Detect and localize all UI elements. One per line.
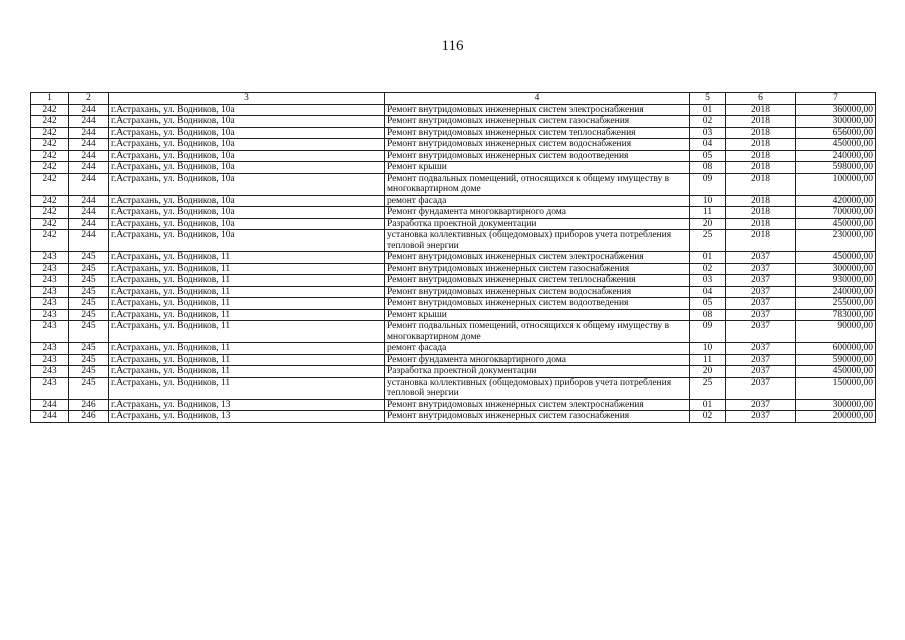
table-row	[31, 321, 876, 343]
work-code-cell: 09	[690, 321, 726, 343]
address-cell: г.Астрахань, ул. Водников, 10а	[109, 116, 385, 128]
house-number-cell: 244	[69, 139, 109, 151]
work-code-cell: 25	[690, 377, 726, 399]
house-number-cell: 244	[69, 173, 109, 195]
column-header: 2	[69, 93, 109, 105]
work-type-cell: Ремонт крыши	[385, 309, 690, 321]
house-number-cell: 244	[69, 162, 109, 174]
table-row	[31, 354, 876, 366]
year-cell: 2018	[726, 104, 796, 116]
year-cell: 2037	[726, 354, 796, 366]
work-type-cell: Ремонт внутридомовых инженерных систем теплоснабжения	[385, 275, 690, 287]
work-type-cell: Ремонт крыши	[385, 162, 690, 174]
row-number-cell: 244	[31, 399, 69, 411]
work-type-cell: Разработка проектной документации	[385, 366, 690, 378]
work-code-cell: 01	[690, 104, 726, 116]
year-cell: 2018	[726, 218, 796, 230]
column-header: 6	[726, 93, 796, 105]
work-type-cell: Ремонт внутридомовых инженерных систем водоснабжения	[385, 139, 690, 151]
table-row	[31, 275, 876, 287]
row-number-cell: 243	[31, 252, 69, 264]
work-type-cell: установка коллективных (общедомовых) приборов учета потребления тепловой энергии	[385, 377, 690, 399]
address-cell: г.Астрахань, ул. Водников, 10а	[109, 150, 385, 162]
cost-cell: 300000,00	[796, 116, 876, 128]
address-cell: г.Астрахань, ул. Водников, 10а	[109, 127, 385, 139]
row-number-cell: 242	[31, 139, 69, 151]
work-code-cell: 20	[690, 218, 726, 230]
address-cell: г.Астрахань, ул. Водников, 11	[109, 298, 385, 310]
work-type-cell: Ремонт внутридомовых инженерных систем электроснабжения	[385, 252, 690, 264]
year-cell: 2018	[726, 139, 796, 151]
repair-schedule-table	[30, 92, 876, 423]
cost-cell: 656000,00	[796, 127, 876, 139]
cost-cell: 255000,00	[796, 298, 876, 310]
cost-cell: 150000,00	[796, 377, 876, 399]
year-cell: 2037	[726, 309, 796, 321]
work-code-cell: 09	[690, 173, 726, 195]
row-number-cell: 242	[31, 104, 69, 116]
year-cell: 2037	[726, 366, 796, 378]
address-cell: г.Астрахань, ул. Водников, 11	[109, 354, 385, 366]
cost-cell: 450000,00	[796, 218, 876, 230]
house-number-cell: 245	[69, 263, 109, 275]
year-cell: 2037	[726, 377, 796, 399]
year-cell: 2018	[726, 173, 796, 195]
work-code-cell: 04	[690, 286, 726, 298]
house-number-cell: 244	[69, 104, 109, 116]
address-cell: г.Астрахань, ул. Водников, 10а	[109, 139, 385, 151]
work-code-cell: 04	[690, 139, 726, 151]
year-cell: 2018	[726, 207, 796, 219]
row-number-cell: 242	[31, 207, 69, 219]
address-cell: г.Астрахань, ул. Водников, 10а	[109, 195, 385, 207]
year-cell: 2037	[726, 275, 796, 287]
house-number-cell: 245	[69, 309, 109, 321]
work-type-cell: Ремонт фундамента многоквартирного дома	[385, 354, 690, 366]
address-cell: г.Астрахань, ул. Водников, 11	[109, 366, 385, 378]
cost-cell: 930000,00	[796, 275, 876, 287]
work-code-cell: 03	[690, 127, 726, 139]
cost-cell: 783000,00	[796, 309, 876, 321]
house-number-cell: 245	[69, 286, 109, 298]
work-type-cell: Ремонт внутридомовых инженерных систем водоотведения	[385, 150, 690, 162]
address-cell: г.Астрахань, ул. Водников, 10а	[109, 230, 385, 252]
cost-cell: 420000,00	[796, 195, 876, 207]
work-type-cell: Ремонт фундамента многоквартирного дома	[385, 207, 690, 219]
row-number-cell: 243	[31, 263, 69, 275]
work-type-cell: Ремонт подвальных помещений, относящихся к общему имуществу в многоквартирном доме	[385, 321, 690, 343]
table-row	[31, 195, 876, 207]
house-number-cell: 244	[69, 116, 109, 128]
table-row	[31, 252, 876, 264]
work-type-cell: Ремонт внутридомовых инженерных систем газоснабжения	[385, 411, 690, 423]
table-row	[31, 286, 876, 298]
row-number-cell: 242	[31, 230, 69, 252]
row-number-cell: 243	[31, 343, 69, 355]
year-cell: 2037	[726, 252, 796, 264]
address-cell: г.Астрахань, ул. Водников, 11	[109, 275, 385, 287]
cost-cell: 450000,00	[796, 139, 876, 151]
row-number-cell: 243	[31, 366, 69, 378]
work-type-cell: ремонт фасада	[385, 195, 690, 207]
table-row	[31, 230, 876, 252]
cost-cell: 450000,00	[796, 252, 876, 264]
table-row	[31, 298, 876, 310]
year-cell: 2037	[726, 399, 796, 411]
cost-cell: 360000,00	[796, 104, 876, 116]
year-cell: 2037	[726, 321, 796, 343]
address-cell: г.Астрахань, ул. Водников, 11	[109, 309, 385, 321]
row-number-cell: 243	[31, 354, 69, 366]
house-number-cell: 246	[69, 411, 109, 423]
table-row	[31, 104, 876, 116]
year-cell: 2037	[726, 298, 796, 310]
cost-cell: 240000,00	[796, 286, 876, 298]
work-code-cell: 05	[690, 298, 726, 310]
row-number-cell: 243	[31, 309, 69, 321]
table-row	[31, 207, 876, 219]
table-header-row	[31, 93, 876, 105]
column-header: 3	[109, 93, 385, 105]
work-code-cell: 02	[690, 263, 726, 275]
address-cell: г.Астрахань, ул. Водников, 10а	[109, 162, 385, 174]
cost-cell: 300000,00	[796, 263, 876, 275]
row-number-cell: 243	[31, 275, 69, 287]
cost-cell: 598000,00	[796, 162, 876, 174]
year-cell: 2018	[726, 195, 796, 207]
column-header: 4	[385, 93, 690, 105]
row-number-cell: 243	[31, 298, 69, 310]
house-number-cell: 245	[69, 377, 109, 399]
row-number-cell: 243	[31, 321, 69, 343]
address-cell: г.Астрахань, ул. Водников, 10а	[109, 104, 385, 116]
address-cell: г.Астрахань, ул. Водников, 11	[109, 377, 385, 399]
cost-cell: 90000,00	[796, 321, 876, 343]
year-cell: 2037	[726, 286, 796, 298]
table-row	[31, 173, 876, 195]
address-cell: г.Астрахань, ул. Водников, 10а	[109, 207, 385, 219]
work-code-cell: 05	[690, 150, 726, 162]
work-type-cell: Ремонт внутридомовых инженерных систем водоснабжения	[385, 286, 690, 298]
cost-cell: 200000,00	[796, 411, 876, 423]
year-cell: 2018	[726, 150, 796, 162]
work-code-cell: 02	[690, 116, 726, 128]
work-type-cell: Ремонт внутридомовых инженерных систем газоснабжения	[385, 116, 690, 128]
row-number-cell: 242	[31, 195, 69, 207]
row-number-cell: 242	[31, 218, 69, 230]
table-row	[31, 150, 876, 162]
cost-cell: 230000,00	[796, 230, 876, 252]
work-type-cell: Ремонт внутридомовых инженерных систем водоотведения	[385, 298, 690, 310]
table-row	[31, 162, 876, 174]
address-cell: г.Астрахань, ул. Водников, 10а	[109, 173, 385, 195]
work-code-cell: 01	[690, 399, 726, 411]
cost-cell: 700000,00	[796, 207, 876, 219]
house-number-cell: 245	[69, 366, 109, 378]
house-number-cell: 245	[69, 321, 109, 343]
work-type-cell: Ремонт внутридомовых инженерных систем газоснабжения	[385, 263, 690, 275]
year-cell: 2018	[726, 116, 796, 128]
address-cell: г.Астрахань, ул. Водников, 10а	[109, 218, 385, 230]
house-number-cell: 244	[69, 195, 109, 207]
address-cell: г.Астрахань, ул. Водников, 11	[109, 286, 385, 298]
cost-cell: 100000,00	[796, 173, 876, 195]
work-type-cell: Ремонт внутридомовых инженерных систем теплоснабжения	[385, 127, 690, 139]
cost-cell: 600000,00	[796, 343, 876, 355]
table-row	[31, 399, 876, 411]
work-code-cell: 10	[690, 343, 726, 355]
work-code-cell: 08	[690, 309, 726, 321]
house-number-cell: 245	[69, 252, 109, 264]
page-number: 116	[441, 38, 464, 54]
work-type-cell: установка коллективных (общедомовых) приборов учета потребления тепловой энергии	[385, 230, 690, 252]
column-header: 5	[690, 93, 726, 105]
year-cell: 2037	[726, 411, 796, 423]
table-row	[31, 263, 876, 275]
year-cell: 2037	[726, 343, 796, 355]
cost-cell: 300000,00	[796, 399, 876, 411]
work-code-cell: 08	[690, 162, 726, 174]
table-row	[31, 343, 876, 355]
year-cell: 2018	[726, 127, 796, 139]
address-cell: г.Астрахань, ул. Водников, 11	[109, 321, 385, 343]
house-number-cell: 244	[69, 127, 109, 139]
house-number-cell: 244	[69, 218, 109, 230]
work-code-cell: 20	[690, 366, 726, 378]
house-number-cell: 245	[69, 343, 109, 355]
row-number-cell: 242	[31, 173, 69, 195]
work-code-cell: 25	[690, 230, 726, 252]
house-number-cell: 245	[69, 298, 109, 310]
row-number-cell: 244	[31, 411, 69, 423]
work-type-cell: Ремонт внутридомовых инженерных систем электроснабжения	[385, 399, 690, 411]
house-number-cell: 245	[69, 275, 109, 287]
work-code-cell: 02	[690, 411, 726, 423]
work-code-cell: 01	[690, 252, 726, 264]
row-number-cell: 242	[31, 116, 69, 128]
work-type-cell: Ремонт внутридомовых инженерных систем электроснабжения	[385, 104, 690, 116]
table-row	[31, 377, 876, 399]
row-number-cell: 243	[31, 286, 69, 298]
address-cell: г.Астрахань, ул. Водников, 13	[109, 411, 385, 423]
cost-cell: 240000,00	[796, 150, 876, 162]
work-type-cell: Ремонт подвальных помещений, относящихся к общему имуществу в многоквартирном доме	[385, 173, 690, 195]
cost-cell: 590000,00	[796, 354, 876, 366]
house-number-cell: 245	[69, 354, 109, 366]
work-code-cell: 10	[690, 195, 726, 207]
year-cell: 2018	[726, 230, 796, 252]
address-cell: г.Астрахань, ул. Водников, 13	[109, 399, 385, 411]
year-cell: 2037	[726, 263, 796, 275]
table-row	[31, 411, 876, 423]
address-cell: г.Астрахань, ул. Водников, 11	[109, 263, 385, 275]
year-cell: 2018	[726, 162, 796, 174]
table-row	[31, 309, 876, 321]
house-number-cell: 244	[69, 150, 109, 162]
address-cell: г.Астрахань, ул. Водников, 11	[109, 252, 385, 264]
work-code-cell: 11	[690, 207, 726, 219]
work-type-cell: ремонт фасада	[385, 343, 690, 355]
column-header: 1	[31, 93, 69, 105]
table-row	[31, 139, 876, 151]
table-row	[31, 218, 876, 230]
house-number-cell: 246	[69, 399, 109, 411]
house-number-cell: 244	[69, 230, 109, 252]
table-body	[31, 104, 876, 422]
table-row	[31, 127, 876, 139]
column-header: 7	[796, 93, 876, 105]
address-cell: г.Астрахань, ул. Водников, 11	[109, 343, 385, 355]
work-code-cell: 03	[690, 275, 726, 287]
row-number-cell: 242	[31, 162, 69, 174]
row-number-cell: 242	[31, 127, 69, 139]
work-type-cell: Разработка проектной документации	[385, 218, 690, 230]
work-code-cell: 11	[690, 354, 726, 366]
table-row	[31, 366, 876, 378]
table-row	[31, 116, 876, 128]
house-number-cell: 244	[69, 207, 109, 219]
row-number-cell: 243	[31, 377, 69, 399]
cost-cell: 450000,00	[796, 366, 876, 378]
row-number-cell: 242	[31, 150, 69, 162]
